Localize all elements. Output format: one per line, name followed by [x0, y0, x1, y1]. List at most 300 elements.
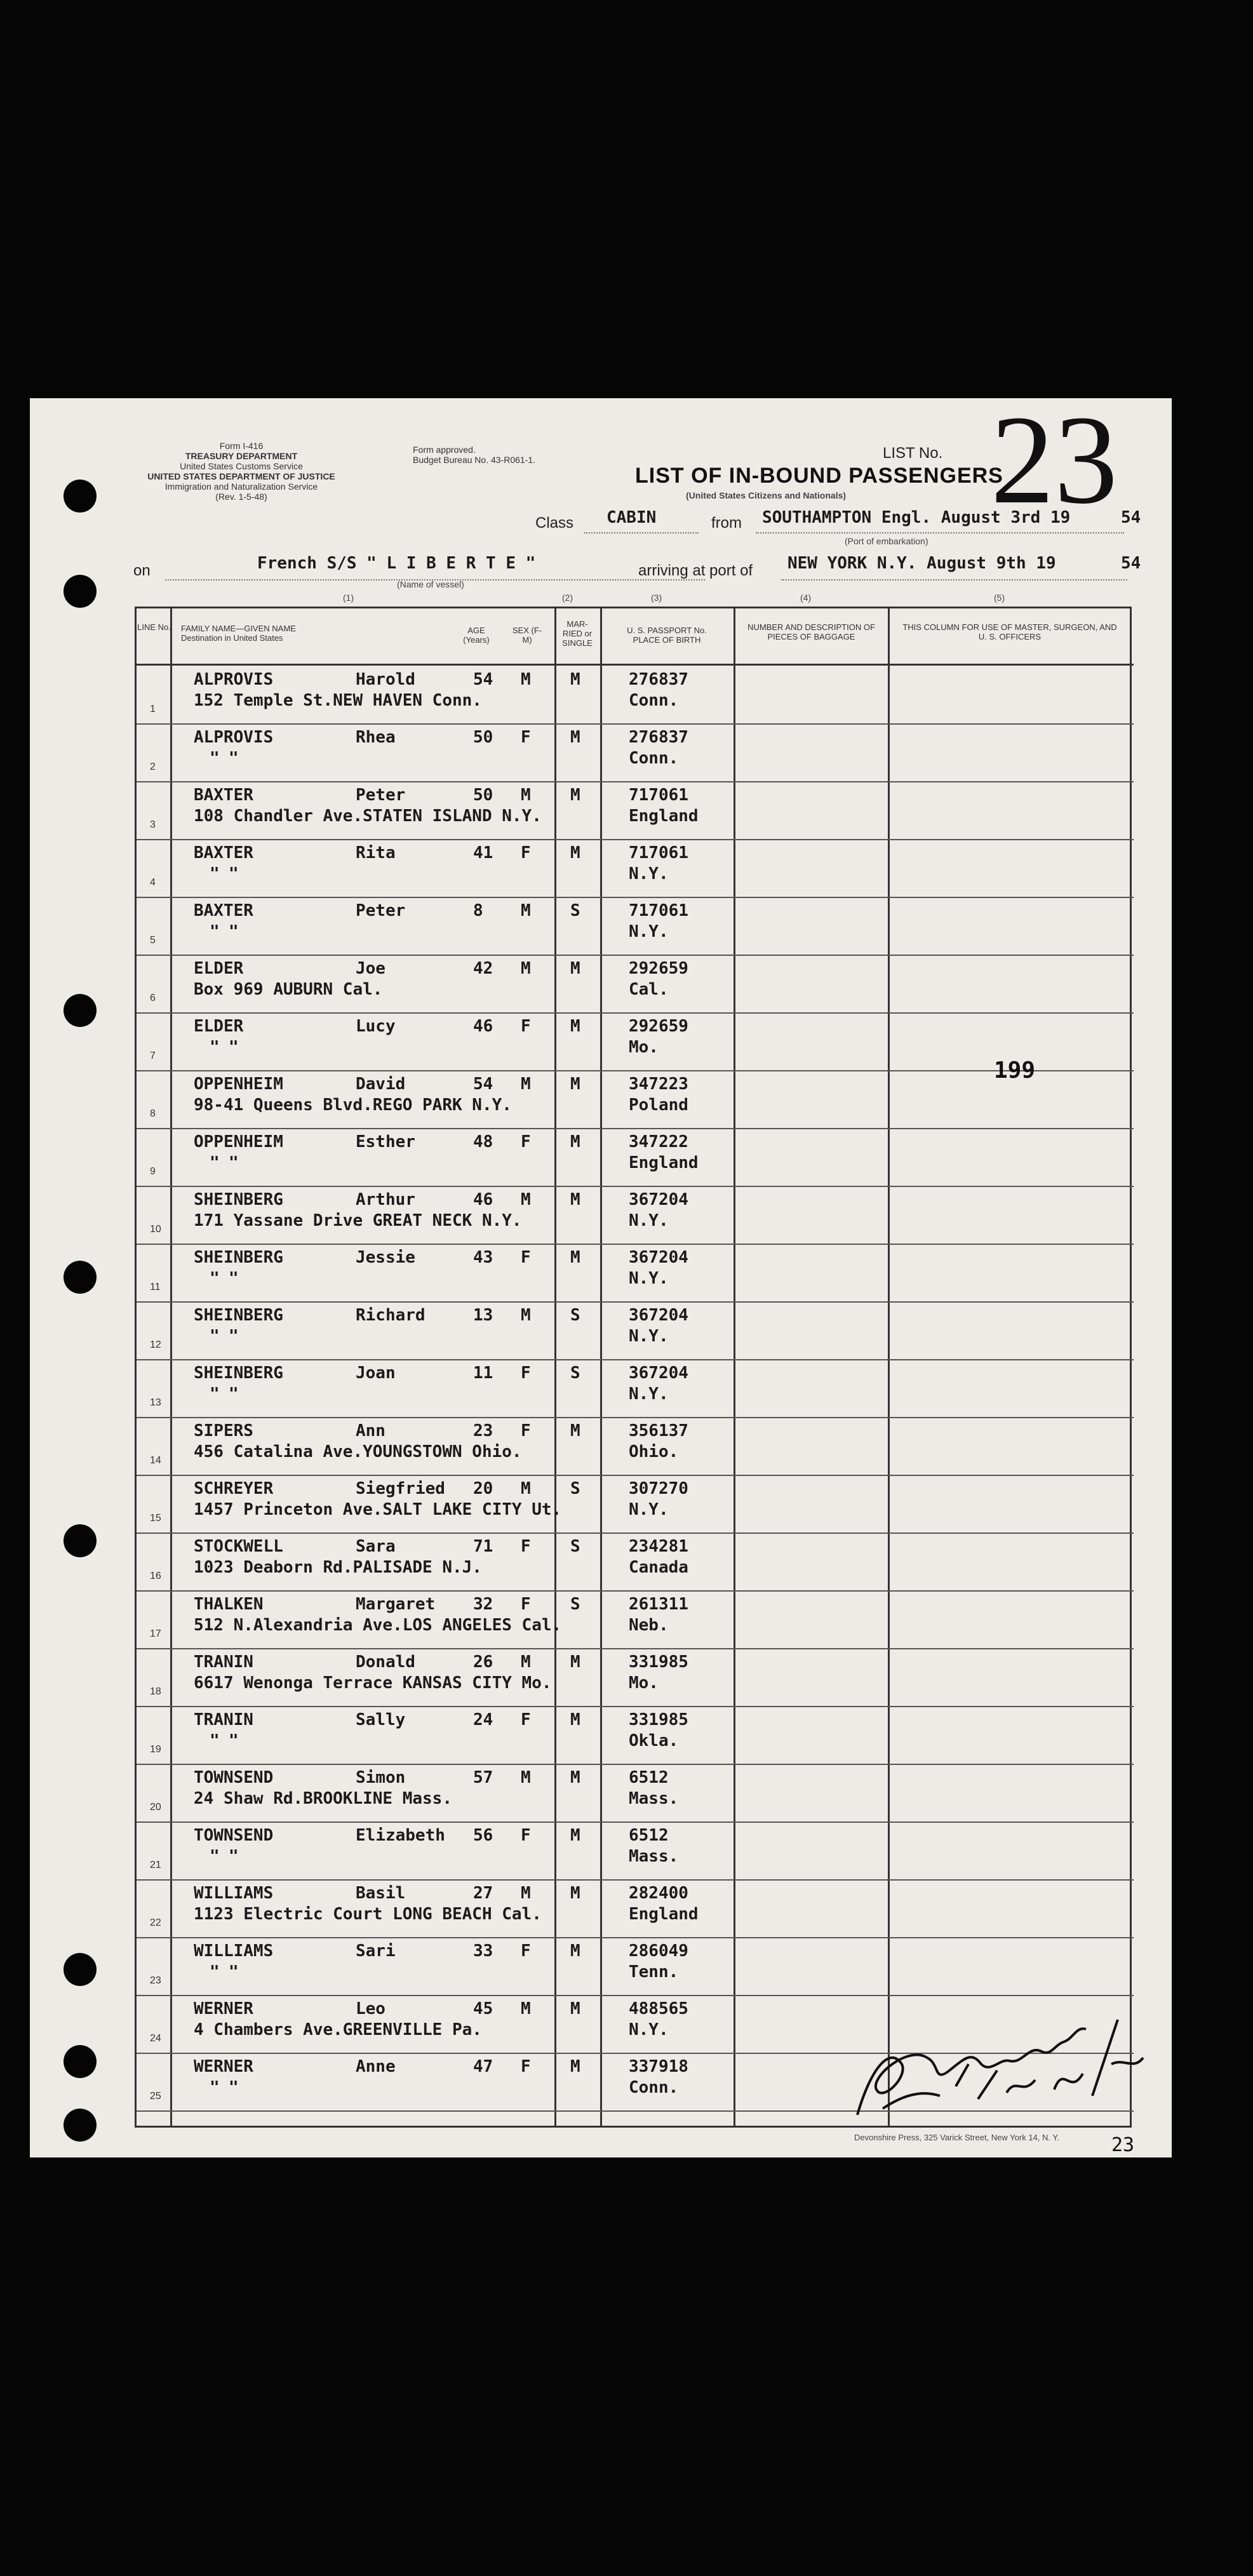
family-name: ALPROVIS	[194, 728, 274, 747]
age: 54	[473, 670, 493, 689]
sex: F	[521, 1942, 531, 1961]
family-name: TRANIN	[194, 1653, 253, 1672]
row-line-number: 5	[150, 935, 156, 946]
place-of-birth: Mass.	[629, 1789, 679, 1808]
marital-status: M	[570, 1421, 580, 1440]
row-line-number: 17	[150, 1628, 161, 1639]
passport-number: 717061	[629, 843, 688, 862]
marital-status: M	[570, 1826, 580, 1845]
age: 71	[473, 1537, 493, 1556]
approval-label: Form approved.	[413, 445, 476, 455]
treasury-label: TREASURY DEPARTMENT	[185, 451, 298, 461]
destination-ditto: "	[229, 1327, 239, 1346]
class-value: CABIN	[606, 508, 657, 527]
sex: M	[521, 1999, 531, 2018]
age: 50	[473, 786, 493, 805]
row-divider	[137, 1475, 1134, 1476]
row-divider	[137, 1070, 1134, 1071]
given-name: David	[356, 1075, 406, 1094]
given-name: Peter	[356, 901, 406, 920]
given-name: Lucy	[356, 1017, 396, 1036]
marital-status: S	[570, 1306, 580, 1325]
row-line-number: 3	[150, 819, 156, 830]
sex: F	[521, 1537, 531, 1556]
col-line-officers	[888, 607, 890, 2128]
destination-ditto: "	[210, 2078, 220, 2097]
col-header-passport-text: U. S. PASSPORT No.	[627, 626, 707, 635]
row-divider	[137, 723, 1134, 725]
place-of-birth: Conn.	[629, 749, 679, 768]
place-of-birth: Okla.	[629, 1731, 679, 1750]
marital-status: M	[570, 1653, 580, 1672]
age: 24	[473, 1710, 493, 1729]
age: 32	[473, 1595, 493, 1614]
arrival-line	[781, 579, 1127, 580]
age: 54	[473, 1075, 493, 1094]
given-name: Jessie	[356, 1248, 415, 1267]
destination-ditto: "	[229, 1269, 239, 1288]
from-line	[756, 532, 1124, 533]
family-name: SIPERS	[194, 1421, 253, 1440]
passport-number: 347222	[629, 1132, 688, 1151]
row-divider	[137, 781, 1134, 782]
destination-ditto: "	[229, 749, 239, 768]
col-number-3: (3)	[651, 593, 662, 603]
family-name: THALKEN	[194, 1595, 264, 1614]
on-label: on	[133, 562, 151, 579]
age: 20	[473, 1479, 493, 1498]
rev-label: (Rev. 1-5-48)	[215, 492, 267, 502]
destination: 98-41 Queens Blvd.REGO PARK N.Y.	[194, 1096, 512, 1115]
row-line-number: 10	[150, 1224, 161, 1235]
passport-number: 261311	[629, 1595, 688, 1614]
age: 27	[473, 1884, 493, 1903]
budget-label: Budget Bureau No. 43-R061-1.	[413, 455, 536, 465]
sex: F	[521, 1421, 531, 1440]
row-divider	[137, 1533, 1134, 1534]
destination: Box 969 AUBURN Cal.	[194, 980, 383, 999]
given-name: Arthur	[356, 1190, 415, 1209]
given-name: Joan	[356, 1364, 396, 1383]
family-name: SHEINBERG	[194, 1306, 283, 1325]
sex: M	[521, 786, 531, 805]
family-name: BAXTER	[194, 901, 253, 920]
approval-block	[413, 445, 603, 465]
destination-ditto: "	[210, 1385, 220, 1404]
family-name: ELDER	[194, 1017, 244, 1036]
age: 45	[473, 1999, 493, 2018]
destination-ditto: "	[229, 1385, 239, 1404]
inspector-signature	[845, 1969, 1149, 2134]
row-divider	[137, 1244, 1134, 1245]
destination: 6617 Wenonga Terrace KANSAS CITY Mo.	[194, 1674, 552, 1693]
page-subtitle: (United States Citizens and Nationals)	[686, 490, 847, 500]
row-line-number: 2	[150, 761, 156, 772]
marital-status: M	[570, 1999, 580, 2018]
sex: F	[521, 1017, 531, 1036]
given-name: Rhea	[356, 728, 396, 747]
sex: F	[521, 1132, 531, 1151]
given-name: Ann	[356, 1421, 385, 1440]
family-name: WERNER	[194, 1999, 253, 2018]
given-name: Sara	[356, 1537, 396, 1556]
col-number-5: (5)	[994, 593, 1005, 603]
family-name: SHEINBERG	[194, 1190, 283, 1209]
place-of-birth: England	[629, 1153, 699, 1172]
destination-ditto: "	[229, 1153, 239, 1172]
family-name: BAXTER	[194, 786, 253, 805]
page-title: LIST OF IN-BOUND PASSENGERS	[635, 464, 1003, 488]
place-of-birth: Cal.	[629, 980, 669, 999]
row-line-number: 13	[150, 1397, 161, 1408]
class-line	[584, 532, 699, 533]
destination-ditto: "	[229, 1962, 239, 1982]
row-line-number: 14	[150, 1455, 161, 1466]
row-line-number: 21	[150, 1860, 161, 1870]
form-number: Form I-416	[219, 441, 264, 451]
place-of-birth: N.Y.	[629, 1327, 669, 1346]
passport-number: 234281	[629, 1537, 688, 1556]
row-line-number: 8	[150, 1108, 156, 1119]
row-line-number: 11	[150, 1282, 161, 1292]
passport-number: 367204	[629, 1364, 688, 1383]
passport-number: 282400	[629, 1884, 688, 1903]
ins-label: Immigration and Naturalization Service	[164, 481, 318, 492]
given-name: Rita	[356, 843, 396, 862]
destination-ditto: "	[210, 1847, 220, 1866]
marital-status: M	[570, 1884, 580, 1903]
justice-label: UNITED STATES DEPARTMENT OF JUSTICE	[147, 471, 335, 481]
from-label: from	[711, 514, 742, 532]
age: 8	[473, 901, 483, 920]
given-name: Sally	[356, 1710, 406, 1729]
destination-ditto: "	[210, 1962, 220, 1982]
punch-hole	[64, 994, 97, 1027]
marital-status: S	[570, 1537, 580, 1556]
place-of-birth: Tenn.	[629, 1962, 679, 1982]
destination-ditto: "	[210, 1327, 220, 1346]
col-header-passport	[603, 626, 730, 645]
place-of-birth: England	[629, 807, 699, 826]
family-name: OPPENHEIM	[194, 1132, 283, 1151]
punch-hole	[64, 1261, 97, 1294]
marital-status: M	[570, 959, 580, 978]
family-name: WERNER	[194, 2057, 253, 2076]
sex: M	[521, 1653, 531, 1672]
row-line-number: 19	[150, 1744, 161, 1755]
place-of-birth: N.Y.	[629, 1385, 669, 1404]
from-value: SOUTHAMPTON Engl. August 3rd 19	[762, 508, 1071, 527]
age: 48	[473, 1132, 493, 1151]
row-divider	[137, 1128, 1134, 1129]
sex: M	[521, 1190, 531, 1209]
marital-status: M	[570, 843, 580, 862]
arriving-label: arriving at port of	[638, 562, 753, 579]
row-line-number: 25	[150, 2091, 161, 2102]
destination: 456 Catalina Ave.YOUNGSTOWN Ohio.	[194, 1442, 522, 1461]
family-name: BAXTER	[194, 843, 253, 862]
marital-status: M	[570, 1017, 580, 1036]
sex: F	[521, 728, 531, 747]
destination-ditto: "	[229, 922, 239, 941]
row-divider	[137, 1821, 1134, 1823]
passport-number: 6512	[629, 1768, 669, 1787]
age: 13	[473, 1306, 493, 1325]
sex: M	[521, 670, 531, 689]
col-line-baggage	[734, 607, 735, 2128]
row-line-number: 6	[150, 993, 156, 1003]
age: 57	[473, 1768, 493, 1787]
marital-status: M	[570, 1075, 580, 1094]
sex: F	[521, 1364, 531, 1383]
sex: M	[521, 1075, 531, 1094]
header-divider	[137, 664, 1134, 666]
passport-number: 367204	[629, 1248, 688, 1267]
col-header-age: AGE (Years)	[463, 626, 490, 645]
sex: M	[521, 959, 531, 978]
sex: M	[521, 1479, 531, 1498]
arrival-year: 54	[1121, 554, 1141, 573]
destination: 4 Chambers Ave.GREENVILLE Pa.	[194, 2020, 482, 2039]
place-of-birth: Canada	[629, 1558, 688, 1577]
given-name: Donald	[356, 1653, 415, 1672]
place-of-birth: N.Y.	[629, 2020, 669, 2039]
passport-number: 367204	[629, 1190, 688, 1209]
row-divider	[137, 1879, 1134, 1881]
marital-status: S	[570, 1479, 580, 1498]
destination-ditto: "	[229, 1038, 239, 1057]
given-name: Sari	[356, 1942, 396, 1961]
given-name: Leo	[356, 1999, 385, 2018]
punch-hole	[64, 1953, 97, 1986]
age: 11	[473, 1364, 493, 1383]
passport-number: 717061	[629, 901, 688, 920]
officer-stamp-number: 199	[994, 1057, 1036, 1083]
family-name: ELDER	[194, 959, 244, 978]
destination: 1457 Princeton Ave.SALT LAKE CITY Ut.	[194, 1500, 562, 1519]
row-line-number: 22	[150, 1917, 161, 1928]
col-header-name-text: FAMILY NAME—GIVEN NAME	[181, 624, 296, 633]
destination: 108 Chandler Ave.STATEN ISLAND N.Y.	[194, 807, 542, 826]
destination-ditto: "	[229, 1731, 239, 1750]
place-of-birth: Neb.	[629, 1616, 669, 1635]
vessel-value: French S/S " L I B E R T E "	[257, 554, 536, 573]
arrival-value: NEW YORK N.Y. August 9th 19	[787, 554, 1056, 573]
printer-footer: Devonshire Press, 325 Varick Street, New York 14, N. Y.	[854, 2133, 1059, 2142]
place-of-birth: England	[629, 1905, 699, 1924]
given-name: Siegfried	[356, 1479, 445, 1498]
given-name: Elizabeth	[356, 1826, 445, 1845]
age: 50	[473, 728, 493, 747]
punch-hole	[64, 575, 97, 608]
destination: 171 Yassane Drive GREAT NECK N.Y.	[194, 1211, 522, 1230]
passport-number: 337918	[629, 2057, 688, 2076]
passport-number: 488565	[629, 1999, 688, 2018]
marital-status: S	[570, 1364, 580, 1383]
given-name: Simon	[356, 1768, 406, 1787]
place-of-birth: N.Y.	[629, 922, 669, 941]
destination-ditto: "	[210, 749, 220, 768]
col-header-dest-text: Destination in United States	[181, 633, 283, 643]
passport-number: 347223	[629, 1075, 688, 1094]
destination-ditto: "	[229, 1847, 239, 1866]
place-of-birth: Mo.	[629, 1038, 659, 1057]
marital-status: S	[570, 1595, 580, 1614]
age: 56	[473, 1826, 493, 1845]
place-of-birth: N.Y.	[629, 1211, 669, 1230]
destination: 512 N.Alexandria Ave.LOS ANGELES Cal.	[194, 1616, 562, 1635]
col-number-1: (1)	[343, 593, 354, 603]
place-of-birth: N.Y.	[629, 864, 669, 883]
passport-number: 367204	[629, 1306, 688, 1325]
sex: F	[521, 1710, 531, 1729]
row-divider	[137, 1764, 1134, 1765]
destination: 152 Temple St.NEW HAVEN Conn.	[194, 691, 482, 710]
col-header-line	[137, 622, 171, 632]
family-name: TOWNSEND	[194, 1826, 274, 1845]
place-of-birth: N.Y.	[629, 1500, 669, 1519]
family-name: TOWNSEND	[194, 1768, 274, 1787]
sex: M	[521, 901, 531, 920]
given-name: Richard	[356, 1306, 425, 1325]
vessel-caption: (Name of vessel)	[397, 579, 464, 589]
given-name: Basil	[356, 1884, 406, 1903]
place-of-birth: Conn.	[629, 2078, 679, 2097]
col-header-sex: SEX (F-M)	[512, 626, 542, 645]
list-number-label: LIST No.	[883, 445, 943, 462]
marital-status: M	[570, 1190, 580, 1209]
family-name: WILLIAMS	[194, 1884, 274, 1903]
sex: M	[521, 1884, 531, 1903]
row-divider	[137, 1706, 1134, 1707]
age: 42	[473, 959, 493, 978]
passport-number: 331985	[629, 1710, 688, 1729]
row-divider	[137, 897, 1134, 898]
col-header-married: MAR- RIED or SINGLE	[562, 619, 593, 648]
destination-ditto: "	[210, 1153, 220, 1172]
place-of-birth: Mass.	[629, 1847, 679, 1866]
given-name: Joe	[356, 959, 385, 978]
passport-number: 292659	[629, 1017, 688, 1036]
destination: 1123 Electric Court LONG BEACH Cal.	[194, 1905, 542, 1924]
row-divider	[137, 1937, 1134, 1938]
marital-status: M	[570, 1768, 580, 1787]
sex: F	[521, 1248, 531, 1267]
given-name: Harold	[356, 670, 415, 689]
row-divider	[137, 1590, 1134, 1592]
family-name: SHEINBERG	[194, 1364, 283, 1383]
family-name: SHEINBERG	[194, 1248, 283, 1267]
sex: F	[521, 1826, 531, 1845]
family-name: STOCKWELL	[194, 1537, 283, 1556]
col-header-name	[181, 624, 372, 643]
destination-ditto: "	[229, 864, 239, 883]
destination-ditto: "	[210, 922, 220, 941]
col-header-birth-text: PLACE OF BIRTH	[633, 635, 701, 645]
family-name: TRANIN	[194, 1710, 253, 1729]
row-line-number: 24	[150, 2033, 161, 2044]
marital-status: M	[570, 1132, 580, 1151]
col-number-4: (4)	[800, 593, 812, 603]
place-of-birth: Poland	[629, 1096, 688, 1115]
row-divider	[137, 1012, 1134, 1014]
destination-ditto: "	[210, 864, 220, 883]
marital-status: M	[570, 2057, 580, 2076]
class-label: Class	[535, 514, 574, 532]
marital-status: M	[570, 1710, 580, 1729]
marital-status: S	[570, 901, 580, 920]
passport-number: 6512	[629, 1826, 669, 1845]
destination-ditto: "	[229, 2078, 239, 2097]
row-line-number: 15	[150, 1513, 161, 1524]
place-of-birth: Ohio.	[629, 1442, 679, 1461]
family-name: ALPROVIS	[194, 670, 274, 689]
given-name: Peter	[356, 786, 406, 805]
passport-number: 276837	[629, 670, 688, 689]
age: 46	[473, 1017, 493, 1036]
family-name: OPPENHEIM	[194, 1075, 283, 1094]
col-number-2: (2)	[562, 593, 573, 603]
row-divider	[137, 1301, 1134, 1303]
given-name: Anne	[356, 2057, 396, 2076]
age: 23	[473, 1421, 493, 1440]
col-header-officers: THIS COLUMN FOR USE OF MASTER, SURGEON, AND U. S. OFFICERS	[902, 622, 1117, 641]
row-line-number: 23	[150, 1975, 161, 1986]
row-divider	[137, 1417, 1134, 1418]
destination-ditto: "	[210, 1731, 220, 1750]
from-year: 54	[1121, 508, 1141, 527]
col-header-baggage: NUMBER AND DESCRIPTION OF PIECES OF BAGGAGE	[747, 622, 875, 641]
row-divider	[137, 1648, 1134, 1649]
age: 47	[473, 2057, 493, 2076]
port-embark-caption: (Port of embarkation)	[845, 536, 928, 546]
marital-status: M	[570, 786, 580, 805]
customs-label: United States Customs Service	[180, 461, 303, 471]
passport-number: 276837	[629, 728, 688, 747]
given-name: Margaret	[356, 1595, 436, 1614]
row-divider	[137, 955, 1134, 956]
destination-ditto: "	[210, 1038, 220, 1057]
sex: F	[521, 2057, 531, 2076]
sex: M	[521, 1768, 531, 1787]
row-line-number: 4	[150, 877, 156, 888]
row-line-number: 16	[150, 1571, 161, 1581]
passport-number: 286049	[629, 1942, 688, 1961]
row-line-number: 9	[150, 1166, 156, 1177]
sex: F	[521, 1595, 531, 1614]
row-line-number: 20	[150, 1802, 161, 1813]
passport-number: 717061	[629, 786, 688, 805]
sex: M	[521, 1306, 531, 1325]
col-line-lineno	[170, 607, 172, 2128]
place-of-birth: Conn.	[629, 691, 679, 710]
page-mark: 23	[1111, 2134, 1135, 2156]
age: 46	[473, 1190, 493, 1209]
age: 26	[473, 1653, 493, 1672]
row-divider	[137, 1186, 1134, 1187]
place-of-birth: Mo.	[629, 1674, 659, 1693]
marital-status: M	[570, 728, 580, 747]
punch-hole	[64, 2045, 97, 2078]
sex: F	[521, 843, 531, 862]
passport-number: 307270	[629, 1479, 688, 1498]
col-line-passport	[600, 607, 602, 2128]
list-number-handwritten: 23	[991, 390, 1118, 530]
marital-status: M	[570, 670, 580, 689]
given-name: Esther	[356, 1132, 415, 1151]
passport-number: 356137	[629, 1421, 688, 1440]
row-divider	[137, 1359, 1134, 1360]
